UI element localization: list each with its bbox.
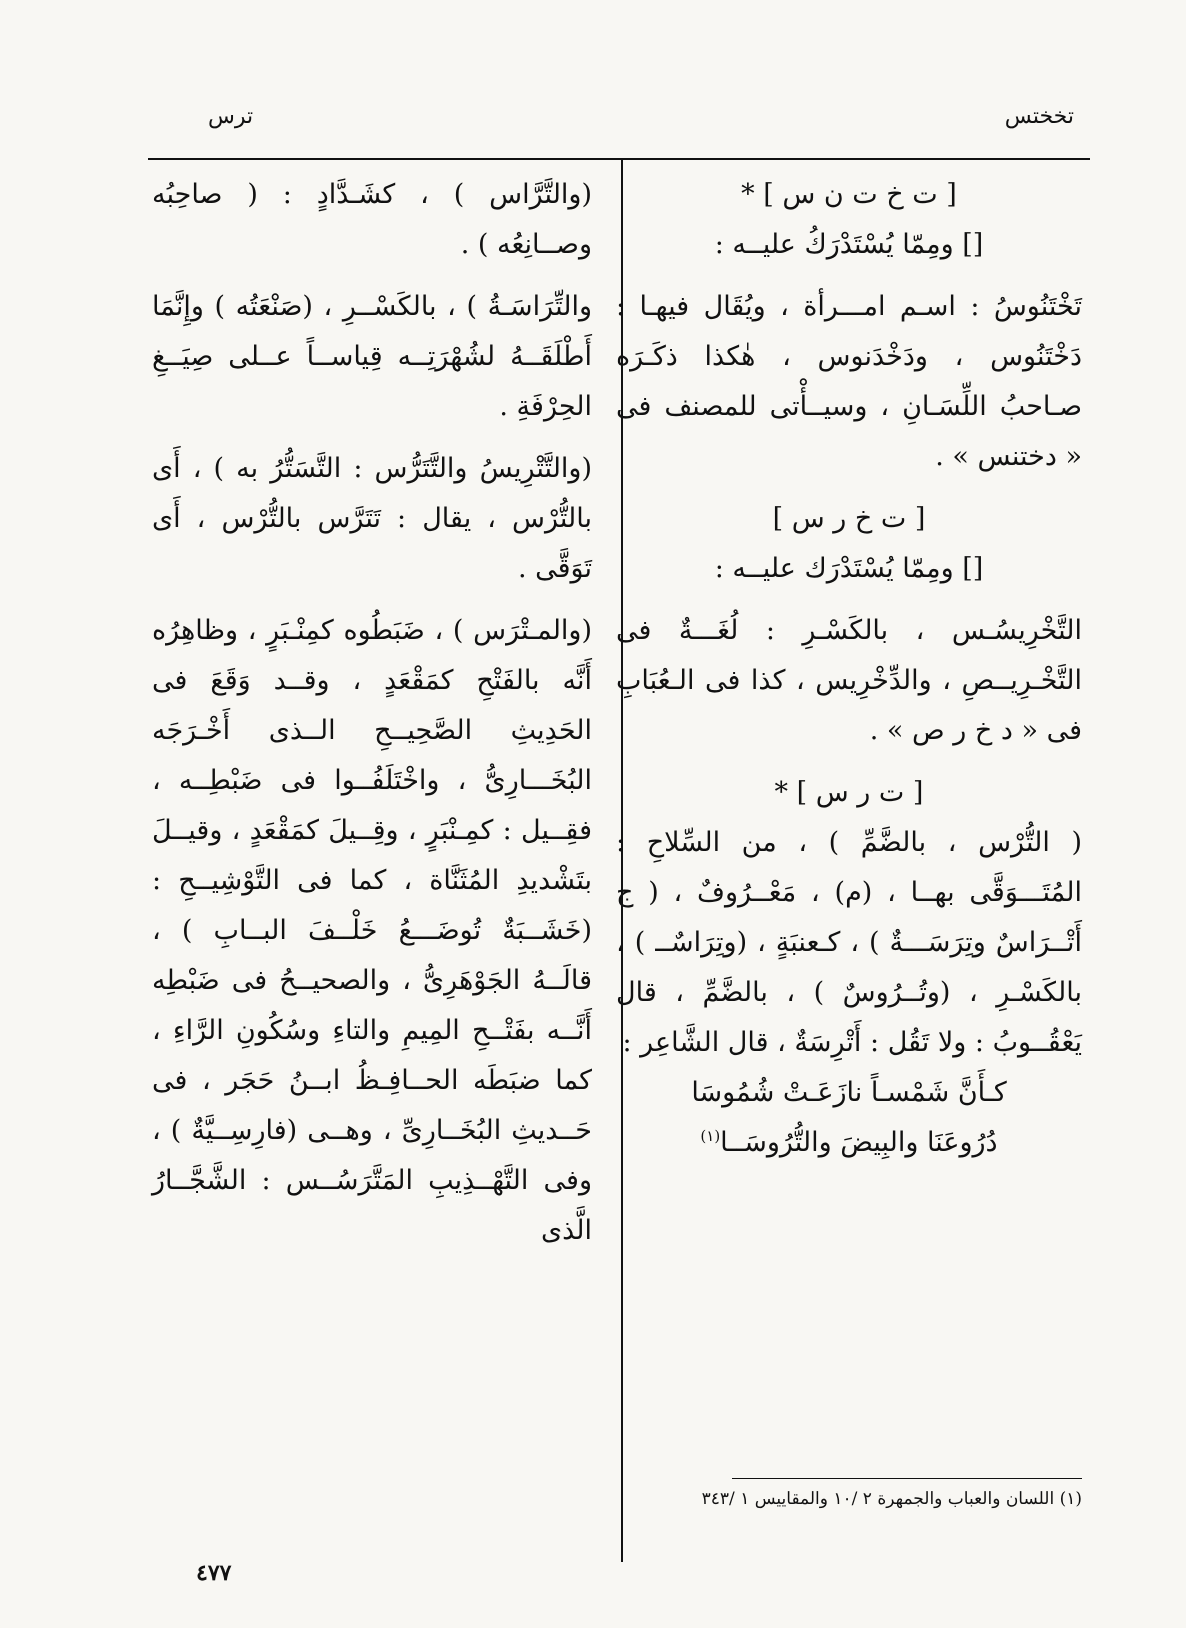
entry-heading-tkhrs: [ ت خ ر س ] <box>772 503 926 534</box>
left-column <box>152 170 592 1256</box>
entry-text: (والتَّتْرِيسُ والتَّتَرُّس : التَّسَتُّرُ به ) ، أَى بالتُّرْس ، يقال : تَتَرَّس بالتُّرْس ، أَى تَوَقَّى . <box>152 453 592 584</box>
running-header-right: تخختس <box>1004 104 1074 129</box>
footnote-rule <box>732 1478 1082 1479</box>
entry-text: التَّخْرِيسُـس ، بالكَسْـرِ : لُغَـــةٌ فى التَّخْـرِيــصِ ، والدِّخْرِيس ، كذا فى الـعُبَابِ فى « د خ ر ص » . <box>616 615 1082 746</box>
right-column <box>616 170 1082 1168</box>
entry-heading-trs: [ ت ر س ] * <box>774 777 924 808</box>
supplement-note: [] ومِمّا يُسْتَدْرَكُ عليــه : <box>714 229 984 260</box>
running-header-left: ترس <box>208 104 254 129</box>
entry-text: والتِّرَاسَـةُ ) ، بالكَسْــرِ ، (صَنْعَتُه ) وإِنَّمَا أَطْلَقَــهُ لشُهْرَتِــه قِياســاً عــلى صِيَــغِ الحِرْفَةِ . <box>152 291 592 422</box>
verse-line-2 <box>616 1118 1082 1168</box>
footnote-marker: (١) <box>700 1127 721 1145</box>
page-number: ٤٧٧ <box>196 1560 232 1586</box>
entry-text: (والتَّرَّاس ) ، كشَـدَّادٍ : ( صاحِبُه وصــانِعُه ) . <box>152 179 592 260</box>
header-rule <box>148 158 1090 160</box>
supplement-note: [] ومِمّا يُسْتَدْرَك عليــه : <box>714 553 984 584</box>
verse-text: دُرُوعَنَا والبِيضَ والتُّرُوسَــا <box>720 1127 998 1158</box>
entry-heading-tkhtns: [ ت خ ت ن س ] * <box>741 179 957 210</box>
entry-text: (والمـتْرَس ) ، ضَبَطُوه كمِنْـبَرٍ ، وظاهِرُه أَنَّه بالفَتْحِ كمَقْعَدٍ ، وقــد وَقَعَ فى الحَدِيثِ الصَّحِيــحِ الــذى أَخْـرَجَه البُخَـــارِىُّ ، واخْتَلَفُــوا فى ضَبْطِــه ، فقِــيل : كمِـنْبَرٍ ، وقِــيلَ كمَقْعَدٍ ، وقيــلَ بتَشْديدِ المُثَنَّاة ، كما فى التَّوْشِيــحِ : (خَشَــبَةٌ تُوضَـــعُ خَلْــفَ البــابِ ) ، قالَــهُ الجَوْهَرِىُّ ، والصحيــحُ فى ضَبْطِه أَنَّــه بفَتْــحِ المِيمِ والتاءِ وسُكُونِ الرَّاءِ ، كما ضبَطَه الحــافِـظُ ابــنُ حَجَر ، فى حَــديثِ البُخَــارِىِّ ، وهــى (فارِسِــيَّةٌ ) ، وفى التَّهْــذِيبِ المَتَّرَسُــس : الشَّجَّــارُ الَّذى <box>152 615 592 1246</box>
verse-line-1: كـأَنَّ شَمْسـاً نازَعَـتْ شُمُوسَا <box>691 1077 1007 1108</box>
footnote: (١) اللسان والعباب والجمهرة ٢ /١٠ والمقاييس ١ /٣٤٣ <box>701 1489 1082 1509</box>
entry-text: ( التُّرْس ، بالضَّمِّ ) ، من السِّلاحِ : المُتَـــوَقَّى بهــا ، (م) ، مَعْــرُوفٌ ، ( ج أَتْــرَاسٌ وتِرَسَـــةٌ ) ، كـعنبَةٍ ، (وتِرَاسٌــ ) ، بالكَسْـرِ ، (وتُــرُوسٌ ) ، بالضَّمِّ ، قال يَعْقُــوبُ : ولا تَقُل : أَتْرِسَةٌ ، قال الشَّاعِر : <box>616 827 1082 1058</box>
entry-text: تَخْتَنُوسُ : اسـم امـــرأة ، ويُقَال فيهـا : دَخْتَنُوس ، ودَخْدَنوس ، هٰكذا ذكَـرَه صـاحبُ اللِّسَـانِ ، وسيــأْتى للمصنف فى « دختنس » . <box>616 291 1082 472</box>
